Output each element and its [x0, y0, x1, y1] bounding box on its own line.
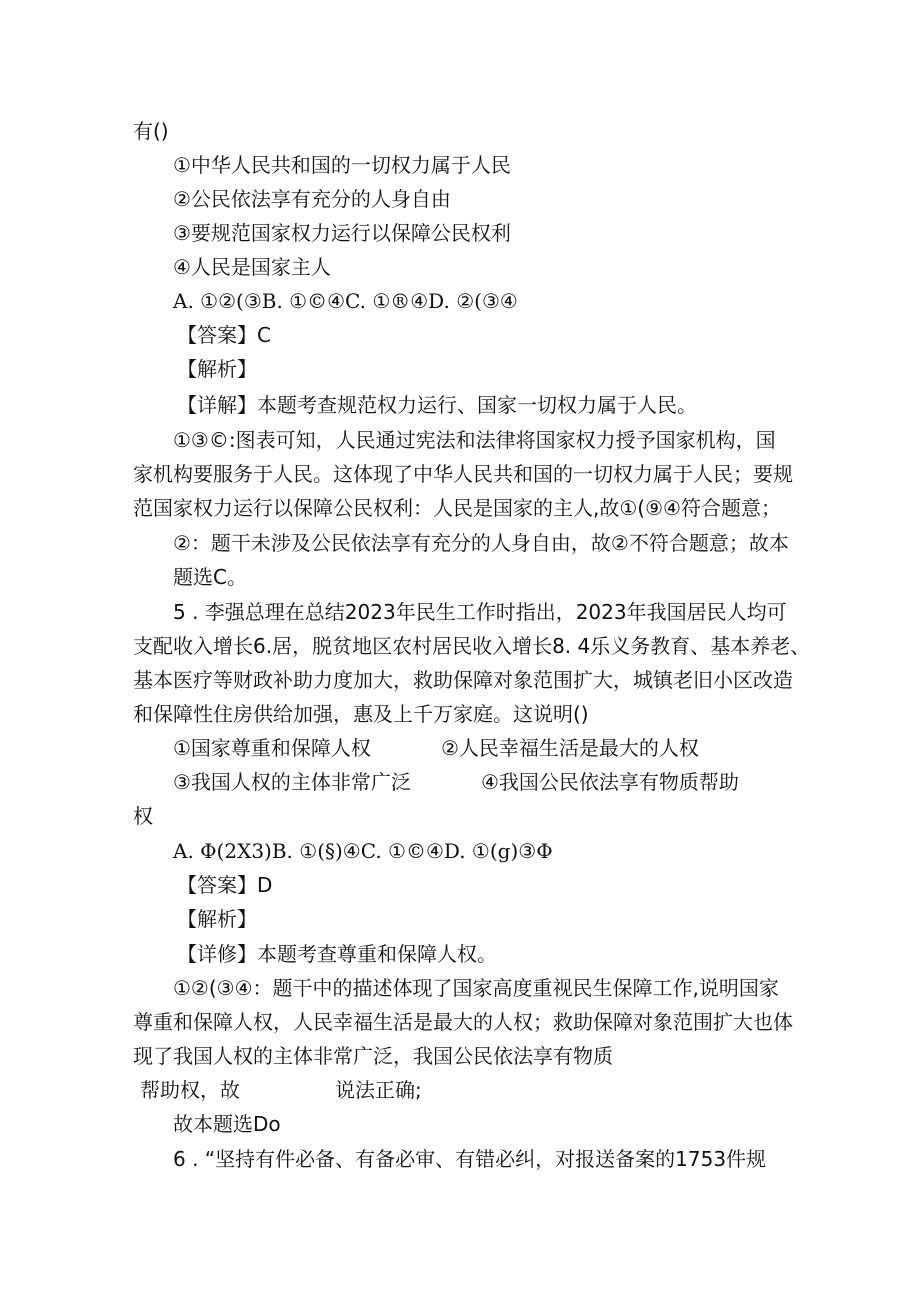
q4-option-2: ②公民依法享有充分的人身自由	[173, 187, 451, 211]
q5-answer: 【答案】D	[177, 873, 273, 897]
q4-explanation-line-5: 题选C。	[173, 565, 247, 589]
q5-option-1: ①国家尊重和保障人权	[173, 736, 371, 760]
q4-explanation-line-1: ①③©:图表可知，人民通过宪法和法律将国家权力授予国家机构，国	[173, 428, 776, 452]
q4-option-4: ④人民是国家主人	[173, 255, 331, 279]
q5-choices: A. Φ(2X3)B. ①(§)④C. ①©④D. ①(g)③Φ	[173, 839, 553, 863]
question-5-line-1: 5 . 李强总理在总结2023年民生工作时指出，2023年我国居民人均可	[173, 600, 787, 624]
q4-option-3: ③要规范国家权力运行以保障公民权利	[173, 221, 511, 245]
question-6-line-1: 6 . “坚持有件必备、有备必审、有错必纠，对报送备案的1753件规	[173, 1147, 767, 1171]
q5-explanation-line-4a: 帮助权，故	[140, 1078, 240, 1102]
q5-explanation-line-3: 现了我国人权的主体非常广泛，我国公民依法享有物质	[133, 1044, 613, 1068]
q4-choices: A. ①②(③B. ①©④C. ①®④D. ②(③④	[173, 289, 518, 313]
q4-explanation-line-3: 范国家权力运行以保障公民权利：人民是国家的主人,故①(⑨④符合题意；	[133, 496, 781, 520]
q5-option-4: ④我国公民依法享有物质帮助	[481, 770, 739, 794]
q5-explanation-line-2: 尊重和保障人权，人民幸福生活是最大的人权；救助保障对象范围扩大也体	[133, 1010, 793, 1034]
q4-answer: 【答案】C	[177, 323, 271, 347]
question-5-line-3: 基本医疗等财政补助力度加大，救助保障对象范围扩大，城镇老旧小区改造	[133, 668, 793, 692]
q4-analysis-heading: 【解析】	[177, 357, 257, 381]
q5-analysis-heading: 【解析】	[177, 907, 257, 931]
q4-detail: 【详解】本题考查规范权力运行、国家一切权力属于人民。	[177, 393, 697, 417]
q5-explanation-line-1: ①②(③④：题干中的描述体现了国家高度重视民生保障工作,说明国家	[173, 976, 779, 1000]
q5-option-2: ②人民幸福生活是最大的人权	[441, 736, 699, 760]
question-4-stem-tail: 有()	[133, 119, 169, 143]
q5-detail: 【详修】本题考查尊重和保障人权。	[177, 942, 497, 966]
q4-option-1: ①中华人民共和国的一切权力属于人民	[173, 153, 511, 177]
q5-conclusion: 故本题选Do	[173, 1112, 281, 1136]
question-5-line-2: 支配收入增长6.居，脱贫地区农村居民收入增长8. 4乐义务教育、基本养老、	[133, 634, 811, 658]
q4-explanation-line-2: 家机构要服务于人民。这体现了中华人民共和国的一切权力属于人民；要规	[133, 462, 793, 486]
q4-explanation-line-4: ②：题干未涉及公民依法享有充分的人身自由，故②不符合题意；故本	[173, 531, 789, 555]
q5-option-4-wrap: 权	[133, 804, 153, 828]
q5-option-3: ③我国人权的主体非常广泛	[173, 770, 411, 794]
q5-explanation-line-4b: 说法正确;	[335, 1078, 422, 1102]
question-5-line-4: 和保障性住房供给加强，惠及上千万家庭。这说明()	[133, 702, 589, 726]
